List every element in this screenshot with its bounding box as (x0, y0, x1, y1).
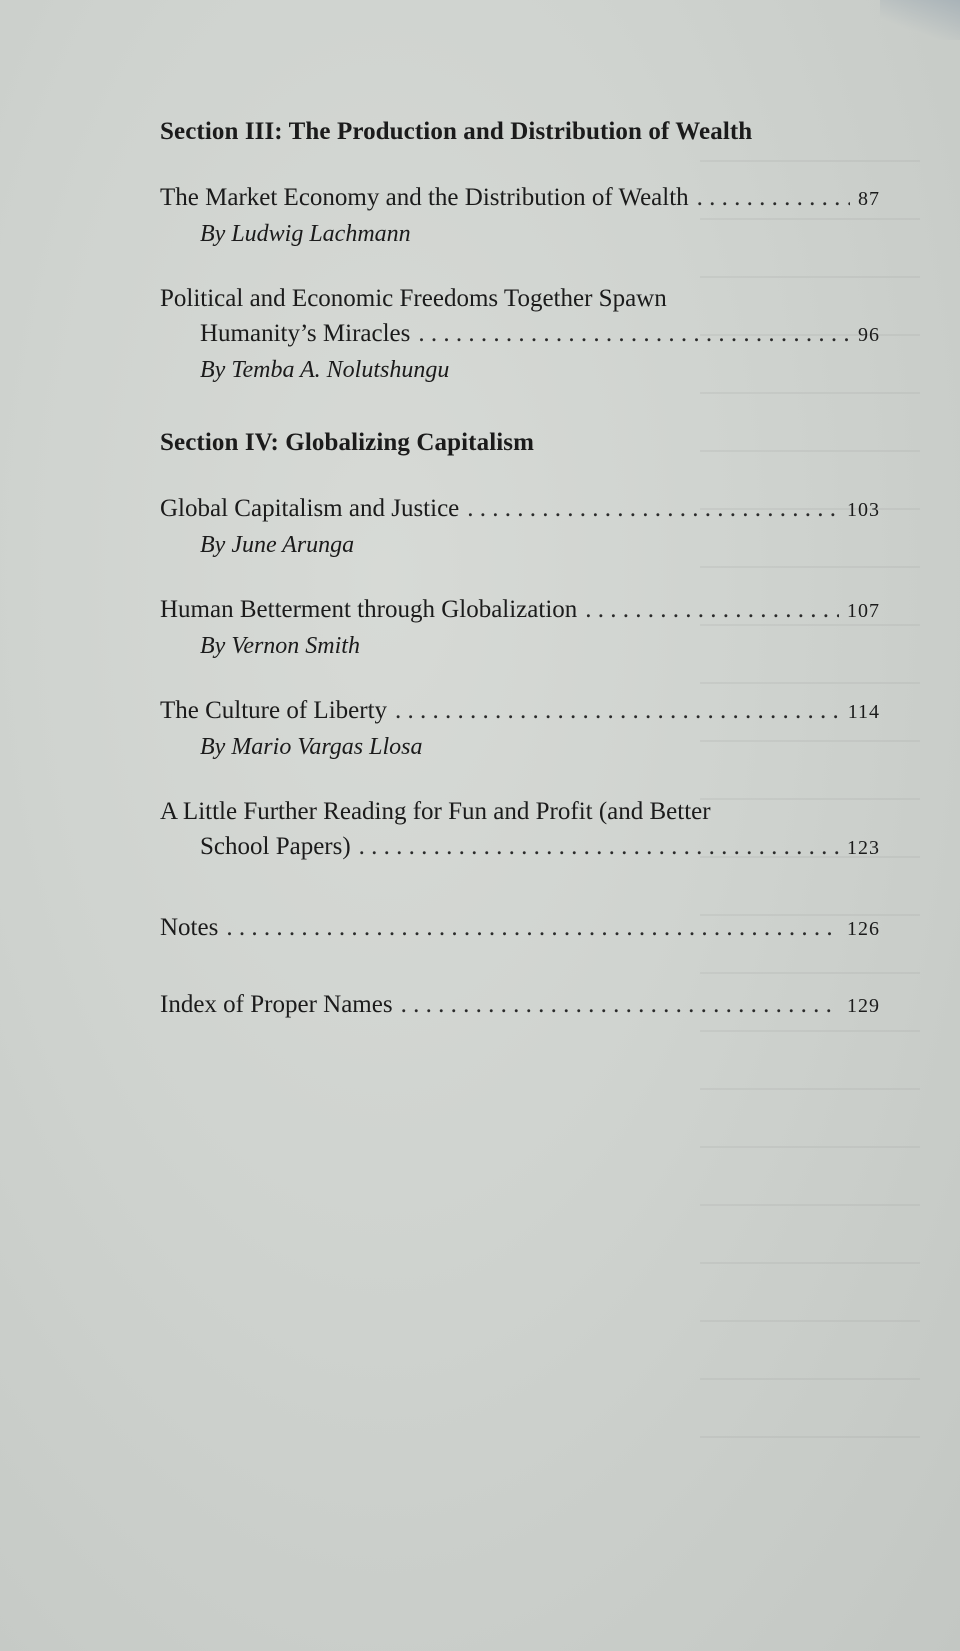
entry-author: By Temba A. Nolutshungu (200, 357, 450, 383)
page-number: 123 (847, 837, 880, 859)
entry-title: The Culture of Liberty (160, 697, 388, 724)
toc-entry (160, 693, 880, 764)
toc-entry (160, 491, 880, 562)
entry-title: A Little Further Reading for Fun and Profit (and Better (160, 798, 711, 825)
toc-entry (160, 281, 880, 387)
section-heading: Section III: The Production and Distribution of Wealth (160, 118, 753, 145)
entry-author: By June Arunga (200, 532, 355, 558)
leader-dots (585, 592, 839, 627)
leader-dots (401, 987, 839, 1022)
entry-title: Global Capitalism and Justice (160, 495, 460, 522)
page-number: 114 (847, 701, 880, 723)
leader-dots (418, 316, 850, 351)
toc-entry (160, 180, 880, 251)
entry-title-continued: School Papers) (200, 833, 351, 860)
toc-entry (160, 910, 880, 947)
toc-entry (160, 592, 880, 663)
entry-author: By Mario Vargas Llosa (200, 734, 423, 760)
page-number: 96 (858, 324, 880, 346)
entry-title: Human Betterment through Globalization (160, 596, 578, 623)
toc-entry (160, 987, 880, 1024)
entry-author: By Ludwig Lachmann (200, 221, 411, 247)
entry-title: Political and Economic Freedoms Together Spawn (160, 285, 667, 312)
page-number: 107 (847, 600, 880, 622)
leader-dots (359, 829, 839, 864)
page-number: 126 (847, 918, 880, 940)
section-heading: Section IV: Globalizing Capitalism (160, 429, 535, 456)
leader-dots (467, 491, 839, 526)
leader-dots (226, 910, 839, 945)
page-number: 87 (858, 188, 880, 210)
table-of-contents (160, 118, 880, 1054)
leader-dots (395, 693, 840, 728)
entry-author: By Vernon Smith (200, 633, 360, 659)
entry-title: Index of Proper Names (160, 991, 393, 1018)
page-number: 103 (847, 499, 880, 521)
page-corner-shadow (880, 0, 960, 40)
entry-title-continued: Humanity’s Miracles (200, 320, 411, 347)
toc-entry (160, 794, 880, 866)
entry-title: Notes (160, 914, 219, 941)
leader-dots (697, 180, 850, 215)
entry-title: The Market Economy and the Distribution of Wealth (160, 184, 689, 211)
page-number: 129 (847, 995, 880, 1017)
